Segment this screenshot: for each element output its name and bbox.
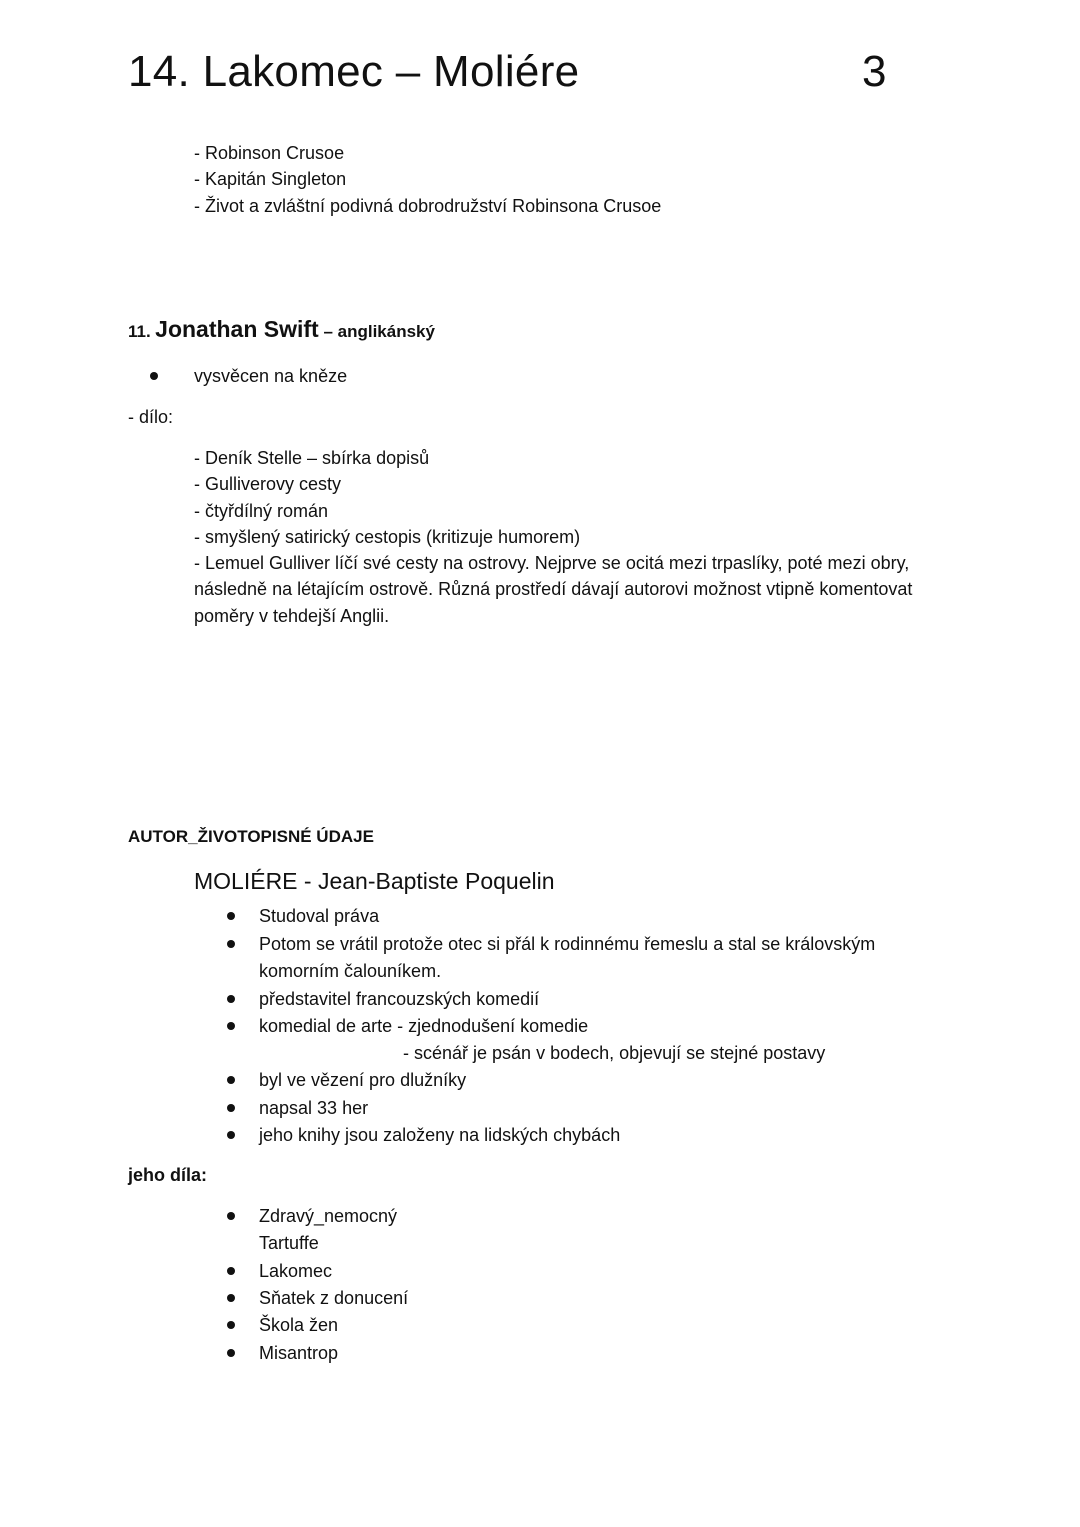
bullet-icon [227, 1349, 235, 1357]
bullet-icon [227, 1076, 235, 1084]
bullet-icon [227, 1131, 235, 1139]
swift-works-list [194, 445, 580, 550]
bullet-icon [227, 995, 235, 1003]
author-name: MOLIÉRE - Jean-Baptiste Poquelin [194, 868, 555, 894]
author-name: Jonathan Swift [155, 316, 319, 342]
list-item: - smyšlený satirický cestopis (kritizuje humorem) [194, 526, 581, 547]
bullet-icon [227, 912, 235, 920]
page-number: 3 [862, 47, 887, 96]
list-item: - Gulliverovy cesty [194, 474, 342, 495]
bullet-icon [150, 372, 158, 380]
section-number: 11. [128, 322, 151, 341]
bullet-icon [227, 1022, 235, 1030]
works-label: jeho díla: [128, 1165, 208, 1185]
bullet-icon [227, 1104, 235, 1112]
section-heading: AUTOR_ŽIVOTOPISNÉ ÚDAJE [128, 827, 374, 846]
works-label: - dílo: [128, 407, 174, 427]
bullet-icon [227, 1294, 235, 1302]
bullet-icon [227, 1212, 235, 1220]
swift-heading [128, 316, 435, 343]
list-item: - Deník Stelle – sbírka dopisů [194, 448, 430, 468]
swift-summary: - Lemuel Gulliver líčí své cesty na ostrovy. Nejprve se ocitá mezi trpaslíky, poté mezi obry, následně na létajícím ostrově. Různá prostředí dávají autorovi možnost vtipně komentovat poměry v tehdejší Anglii. [194, 553, 913, 626]
bullet-icon [227, 940, 235, 948]
list-item: - Robinson Crusoe [194, 143, 345, 163]
defoe-works-list [194, 140, 661, 219]
author-note: – anglikánský [318, 322, 435, 341]
bullet-icon [227, 1321, 235, 1329]
swift-bullet: vysvěcen na kněze [194, 366, 348, 386]
page-title: 14. Lakomec – Moliére [128, 47, 580, 96]
bullet-icon [227, 1267, 235, 1275]
list-item: - Život a zvláštní podivná dobrodružství Robinsona Crusoe [194, 195, 662, 216]
list-item: - Kapitán Singleton [194, 169, 347, 190]
list-item: - čtyřdílný román [194, 500, 329, 521]
